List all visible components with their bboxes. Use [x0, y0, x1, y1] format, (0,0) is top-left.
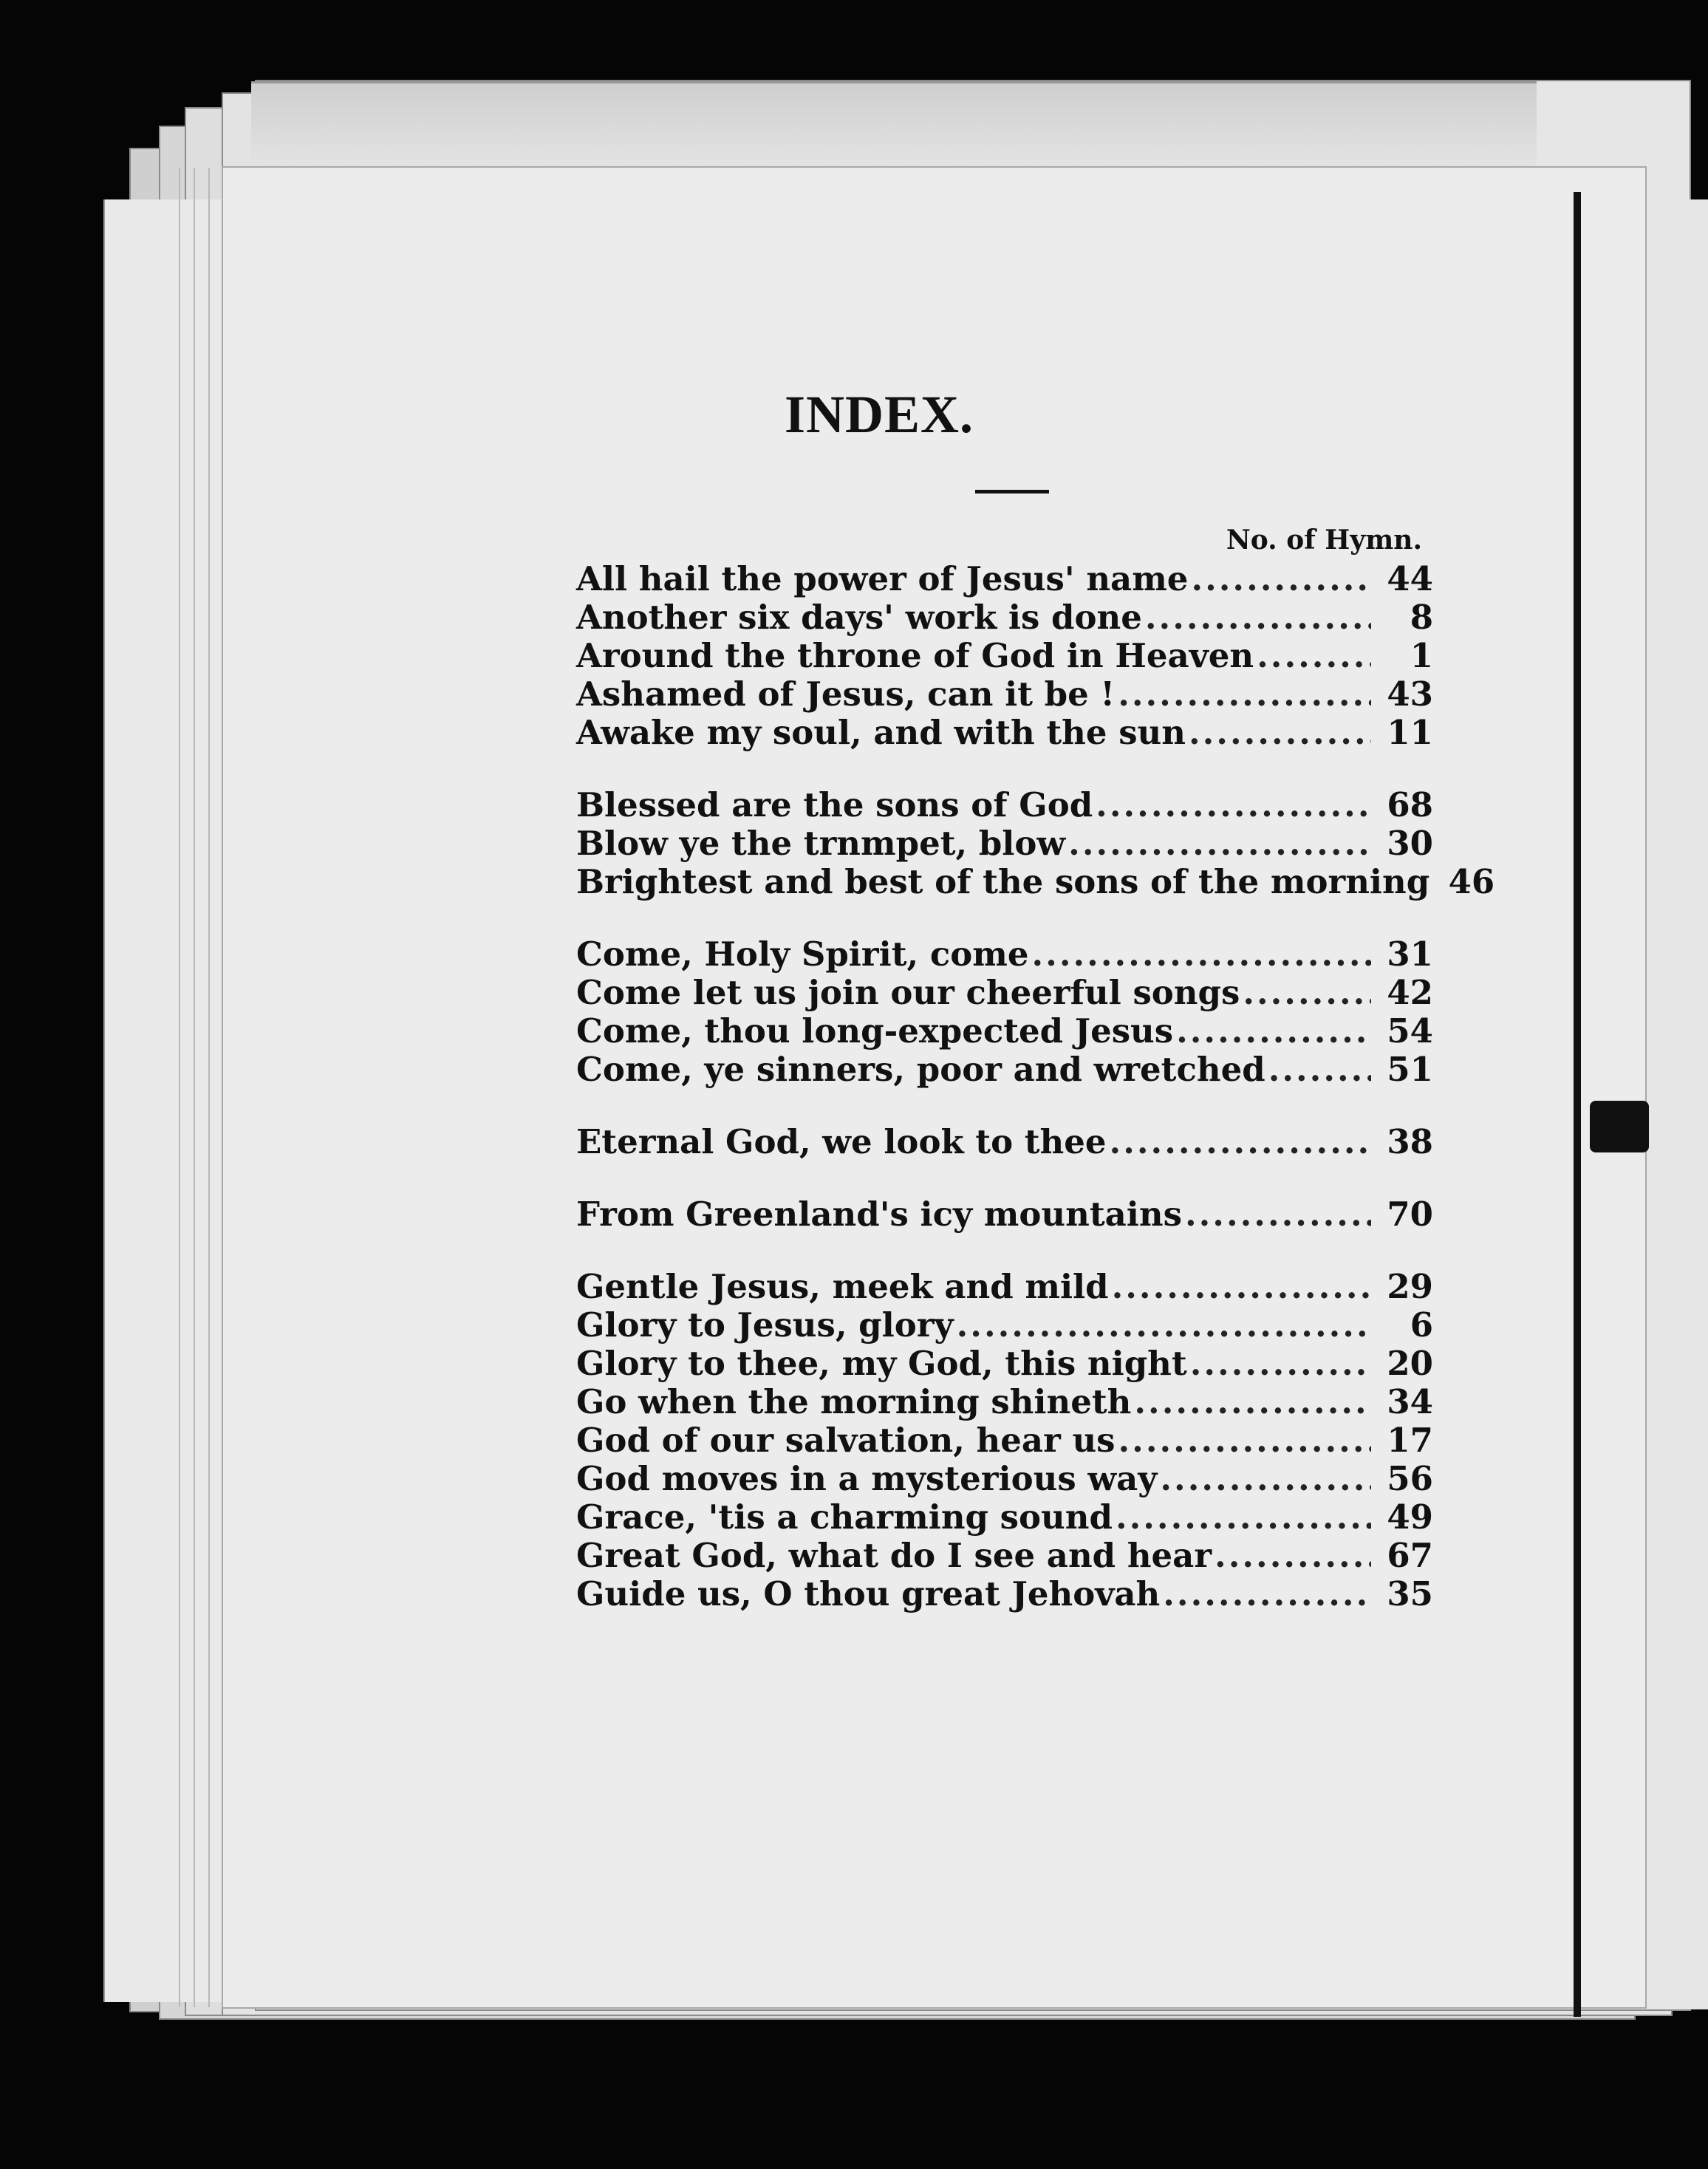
- entry-title: All hail the power of Jesus' name: [576, 559, 1189, 598]
- leader-dots: [1160, 1460, 1371, 1498]
- leader-dots: [1189, 714, 1371, 752]
- page-edge-line: [179, 168, 180, 2007]
- hymn-number: 6: [1410, 1305, 1433, 1345]
- index-entry: [576, 1195, 1433, 1234]
- index-entry: [576, 786, 1433, 824]
- index-entry: [576, 598, 1433, 637]
- binding-clip: [1590, 1101, 1649, 1152]
- column-header: No. of Hymn.: [1226, 525, 1422, 556]
- hymn-number: 49: [1387, 1497, 1433, 1537]
- book-binding: [1574, 192, 1581, 2017]
- hymn-number: 44: [1387, 559, 1433, 598]
- entry-title: Eternal God, we look to thee: [576, 1122, 1107, 1161]
- entry-title: Great God, what do I see and hear: [576, 1536, 1212, 1575]
- entry-title: Come, ye sinners, poor and wretched: [576, 1050, 1265, 1089]
- entry-title: Glory to thee, my God, this night: [576, 1344, 1187, 1383]
- entry-title: Awake my soul, and with the sun: [576, 713, 1186, 752]
- leader-dots: [1268, 1051, 1371, 1089]
- leader-dots: [1116, 1498, 1371, 1537]
- index-group-e: [576, 1123, 1433, 1161]
- index-entry: [576, 1575, 1433, 1613]
- title-rule: [975, 490, 1049, 493]
- entry-title: Grace, 'tis a charming sound: [576, 1497, 1113, 1537]
- hymn-number: 70: [1387, 1195, 1433, 1234]
- entry-title: Come let us join our cheerful songs: [576, 973, 1240, 1012]
- hymn-number: 54: [1387, 1011, 1433, 1051]
- index-group-g: [576, 1268, 1433, 1613]
- leader-dots: [1185, 1195, 1371, 1234]
- leader-dots: [1257, 637, 1371, 675]
- index-entry: [576, 974, 1433, 1012]
- hymn-number: 1: [1410, 636, 1433, 675]
- hymn-number: 46: [1448, 862, 1495, 901]
- entry-title: Go when the morning shineth: [576, 1382, 1132, 1421]
- leader-dots: [1032, 935, 1372, 974]
- index-entry: [576, 1012, 1433, 1051]
- index-entry: [576, 1537, 1433, 1575]
- entry-title: Gentle Jesus, meek and mild: [576, 1267, 1109, 1306]
- entry-title: God moves in a mysterious way: [576, 1459, 1158, 1498]
- hymn-number: 30: [1387, 824, 1433, 863]
- hymn-number: 29: [1387, 1267, 1433, 1306]
- index-group-c: [576, 935, 1433, 1089]
- entry-title: Glory to Jesus, glory: [576, 1305, 954, 1345]
- hymn-number: 43: [1387, 674, 1433, 714]
- leader-dots: [1118, 675, 1371, 714]
- leader-dots: [1145, 598, 1371, 637]
- index-entry: [576, 560, 1433, 598]
- entry-title: Around the throne of God in Heaven: [576, 636, 1254, 675]
- hymn-number: 11: [1387, 713, 1433, 752]
- index-entry: [576, 714, 1433, 752]
- stacked-pages-top: [251, 81, 1537, 172]
- index-entry: [576, 1306, 1433, 1345]
- entry-title: Come, thou long-expected Jesus: [576, 1011, 1174, 1051]
- leader-dots: [957, 1306, 1371, 1345]
- index-entry: [576, 1123, 1433, 1161]
- hymn-number: 42: [1387, 973, 1433, 1012]
- leader-dots: [1191, 560, 1371, 598]
- index-group-f: [576, 1195, 1433, 1234]
- index-entry: [576, 1051, 1433, 1089]
- hymn-number: 68: [1387, 785, 1433, 824]
- hymn-number: 67: [1387, 1536, 1433, 1575]
- index-entry: [576, 1460, 1433, 1498]
- hymn-number: 20: [1387, 1344, 1433, 1383]
- index-content: [576, 384, 1495, 1647]
- index-entry: [576, 1421, 1433, 1460]
- index-entry: [576, 862, 1495, 901]
- leader-dots: [1096, 786, 1371, 824]
- index-entry: [576, 1345, 1433, 1383]
- hymn-number: 51: [1387, 1050, 1433, 1089]
- entry-title: God of our salvation, hear us: [576, 1421, 1116, 1460]
- leader-dots: [1134, 1383, 1371, 1421]
- leader-dots: [1190, 1345, 1371, 1383]
- index-entry: [576, 1383, 1433, 1421]
- page-edge-line: [194, 168, 195, 2007]
- leader-dots: [1243, 974, 1371, 1012]
- entry-title: Blessed are the sons of God: [576, 785, 1093, 824]
- hymn-number: 56: [1387, 1459, 1433, 1498]
- leader-dots: [1176, 1012, 1371, 1051]
- leader-dots: [1068, 824, 1371, 863]
- index-entry: [576, 935, 1433, 974]
- entry-title: Guide us, O thou great Jehovah: [576, 1574, 1161, 1613]
- index-entry: [576, 675, 1433, 714]
- hymn-number: 31: [1387, 935, 1433, 974]
- leader-dots: [1163, 1575, 1371, 1613]
- entry-title: Ashamed of Jesus, can it be !: [576, 674, 1116, 714]
- entry-title: Blow ye the trnmpet, blow: [576, 824, 1066, 863]
- index-entry: [576, 637, 1433, 675]
- leader-dots: [1110, 1123, 1371, 1161]
- page-title: INDEX.: [784, 385, 974, 444]
- index-entry: [576, 1268, 1433, 1306]
- hymn-number: 38: [1387, 1122, 1433, 1161]
- page-edge-line: [208, 168, 210, 2007]
- hymn-number: 35: [1387, 1574, 1433, 1613]
- index-entry: [576, 1498, 1433, 1537]
- hymn-number: 8: [1410, 598, 1433, 637]
- leader-dots: [1112, 1268, 1371, 1306]
- leader-dots: [1118, 1421, 1372, 1460]
- entry-title: From Greenland's icy mountains: [576, 1195, 1182, 1234]
- entry-title: Another six days' work is done: [576, 598, 1142, 637]
- index-group-a: [576, 560, 1433, 752]
- entry-title: Come, Holy Spirit, come: [576, 935, 1029, 974]
- entry-title: Brightest and best of the sons of the morning: [576, 862, 1430, 901]
- hymn-number: 17: [1387, 1421, 1433, 1460]
- index-entry: [576, 824, 1433, 863]
- leader-dots: [1215, 1537, 1371, 1575]
- index-group-b: [576, 785, 1495, 901]
- hymn-number: 34: [1387, 1382, 1433, 1421]
